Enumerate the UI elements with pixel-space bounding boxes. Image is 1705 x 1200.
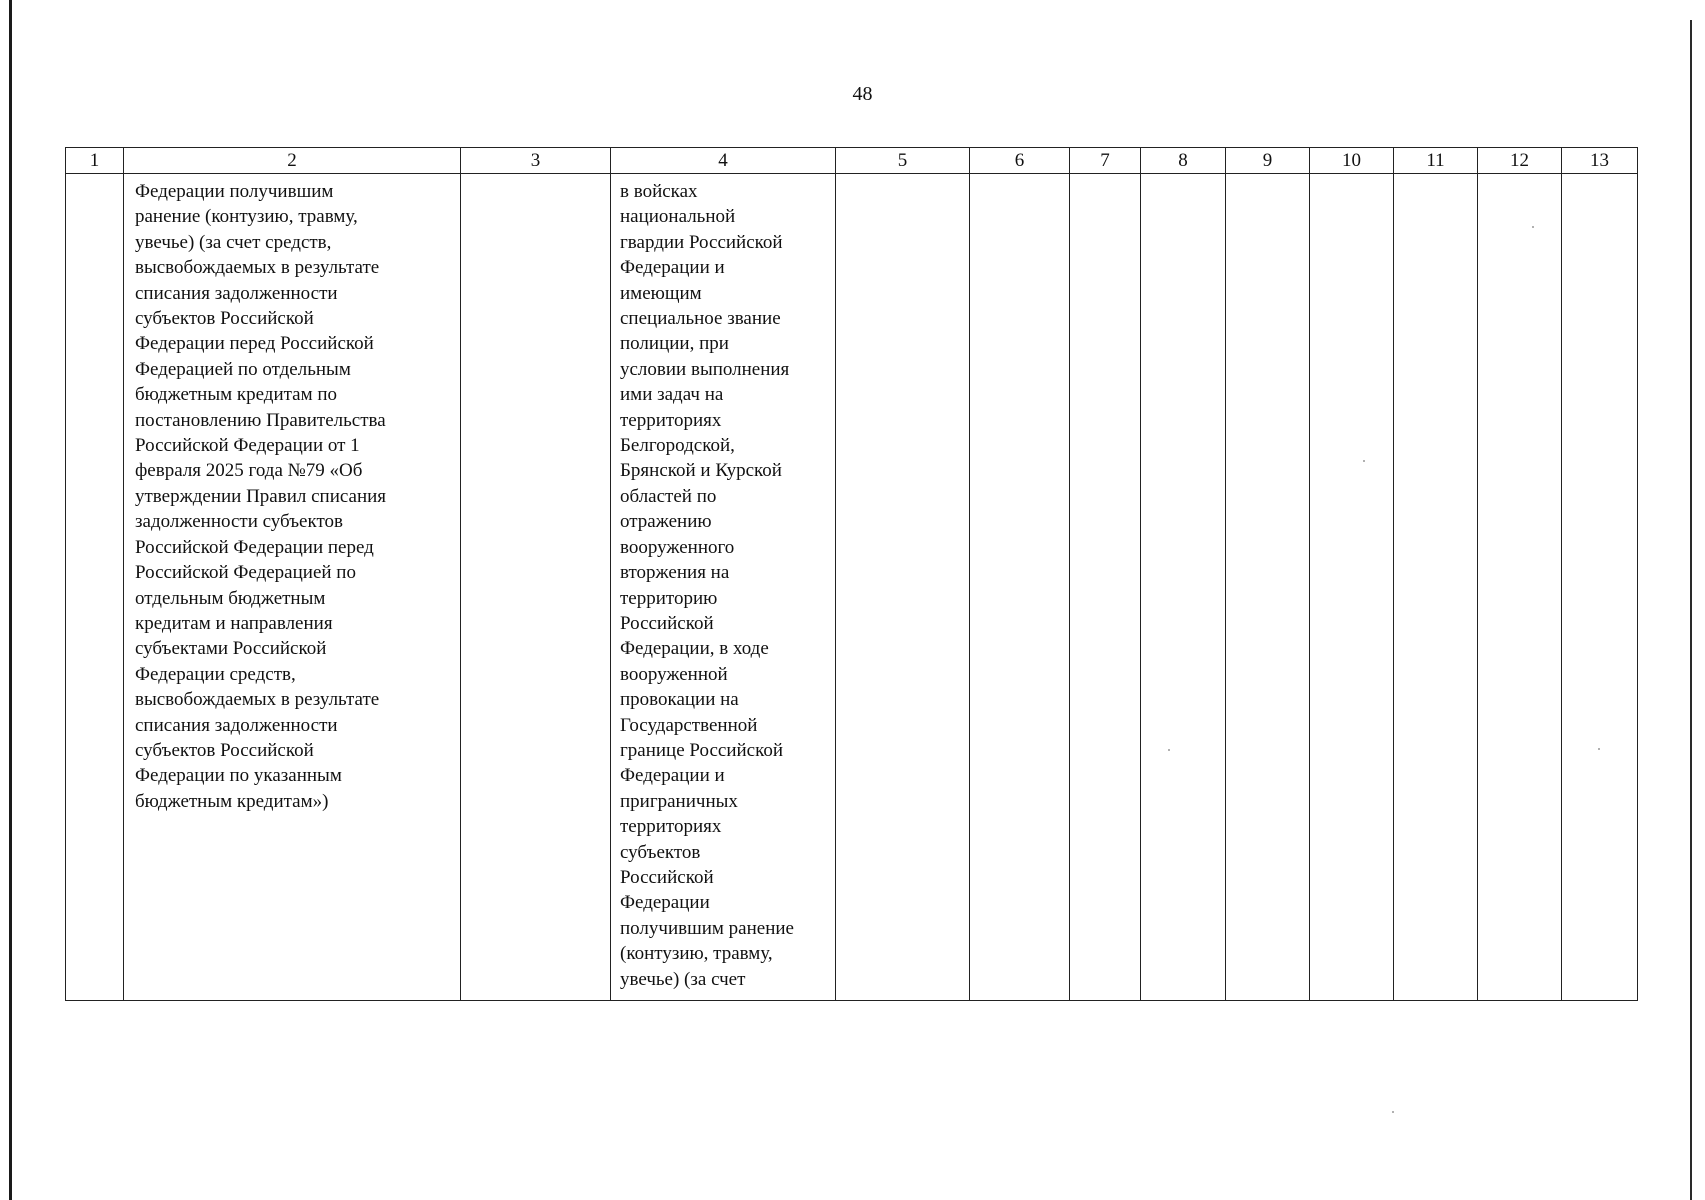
table-cell-col5 [836, 174, 970, 1001]
column-header: 2 [124, 148, 461, 174]
scan-edge-left [9, 0, 12, 1200]
column-header: 3 [461, 148, 611, 174]
table-cell-col6 [970, 174, 1070, 1001]
column-header: 9 [1226, 148, 1310, 174]
table-cell-col10 [1310, 174, 1394, 1001]
column-header: 10 [1310, 148, 1394, 174]
table-cell-col11 [1394, 174, 1478, 1001]
table-cell-col2: Федерации получившим ранение (контузию, травму, увечье) (за счет средств, высвобождаемых в результате списания задолженности субъектов Российской Федерации перед Российской Федерацией по отдельным бюджетным кредитам по постановлению Правительства Российской Федерации от 1 февраля 2025 года №79 «Об утверждении Правил списания задолженности субъектов Российской Федерации перед Российской Федерацией по отдельным бюджетным кредитам и направления субъектами Российской Федерации средств, высвобождаемых в результате списания задолженности субъектов Российской Федерации по указанным бюджетным кредитам») [135, 181, 387, 812]
table-cell-col7 [1070, 174, 1141, 1001]
column-header: 12 [1478, 148, 1562, 174]
data-table [65, 147, 1638, 1001]
column-header: 6 [970, 148, 1070, 174]
scan-speck [1532, 226, 1534, 228]
column-header: 7 [1070, 148, 1141, 174]
table-cell-col13 [1562, 174, 1638, 1001]
column-header: 13 [1562, 148, 1638, 174]
scan-speck [1363, 460, 1365, 462]
scan-speck [1392, 1111, 1394, 1113]
scan-speck [1168, 749, 1170, 751]
column-header: 4 [611, 148, 836, 174]
table-cell-col3 [461, 174, 611, 1001]
table-cell-col4: в войсках национальной гвардии Российской Федерации и имеющим специальное звание полиции, при условии выполнения ими задач на территориях Белгородской, Брянской и Курской областей по отражению вооруженного вторжения на территорию Российской Федерации, в ходе вооруженной провокации на Государственной границе Российской Федерации и приграничных территориях субъектов Российской Федерации получившим ранение (контузию, травму, увечье) (за счет [620, 181, 794, 990]
scan-speck [1598, 748, 1600, 750]
column-header: 1 [66, 148, 124, 174]
page-number: 48 [852, 83, 873, 105]
table-cell-col9 [1226, 174, 1310, 1001]
table-row [66, 174, 1638, 1001]
table-cell-col8 [1141, 174, 1226, 1001]
table-cell-col12 [1478, 174, 1562, 1001]
column-header: 8 [1141, 148, 1226, 174]
scan-edge-right [1690, 20, 1692, 1200]
header-row [66, 148, 1638, 174]
column-header: 11 [1394, 148, 1478, 174]
column-header: 5 [836, 148, 970, 174]
table-cell-col1 [66, 174, 124, 1001]
